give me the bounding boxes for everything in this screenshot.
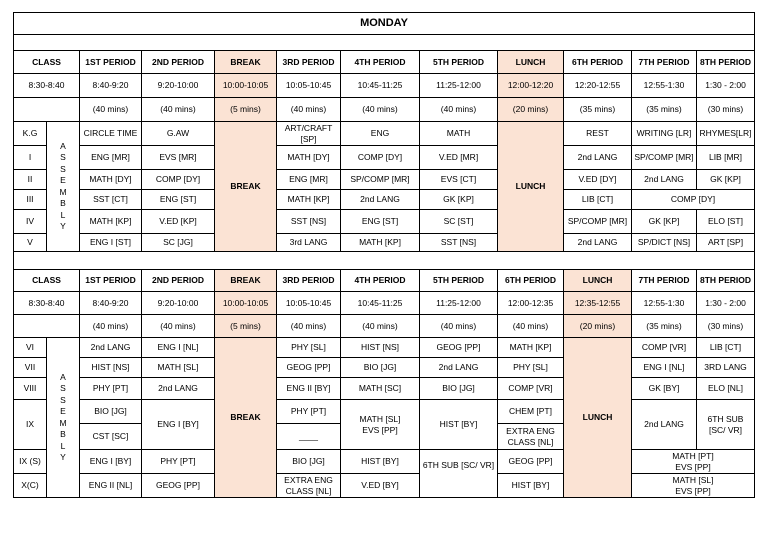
header-period-4: 4TH PERIOD <box>341 270 420 292</box>
class-cell: X(C) <box>14 474 47 498</box>
period-cell: ENG II [NL] <box>80 474 142 498</box>
period-cell: G.AW <box>142 122 215 146</box>
junior-header-row <box>14 51 755 74</box>
senior-durations-row <box>14 315 755 338</box>
break-cell: BREAK <box>215 122 277 252</box>
header-period-6: 6TH PERIOD <box>498 270 564 292</box>
time-cell: 10:45-11:25 <box>341 74 420 98</box>
time-cell: 8:40-9:20 <box>80 74 142 98</box>
assembly-letter: S <box>60 383 66 393</box>
break-cell: BREAK <box>215 338 277 498</box>
class-cell: III <box>14 190 47 210</box>
assembly-cell <box>47 122 80 252</box>
period-cell: 3RD LANG <box>697 358 755 378</box>
time-cell: 12:20-12:55 <box>564 74 632 98</box>
period-cell: RHYMES[LR] <box>697 122 755 146</box>
assembly-letter: A <box>60 371 66 382</box>
header-period-1: 1ST PERIOD <box>80 51 142 74</box>
duration-cell: (40 mins) <box>277 98 341 122</box>
period-cell: PHY [PT] <box>142 450 215 474</box>
period-cell: 2nd LANG <box>632 170 697 190</box>
senior-times-row <box>14 292 755 315</box>
period-cell: 3rd LANG <box>277 234 341 252</box>
period-cell: 2nd LANG <box>632 400 697 450</box>
table-row <box>14 122 755 146</box>
class-cell: K.G <box>14 122 47 146</box>
period-cell: MATH <box>420 122 498 146</box>
period-cell: CIRCLE TIME <box>80 122 142 146</box>
period-cell: ART [SP] <box>697 234 755 252</box>
period-cell: REST <box>564 122 632 146</box>
period-cell: PHY [SL] <box>277 338 341 358</box>
period-cell: MATH [KP] <box>80 210 142 234</box>
time-cell: 10:00-10:05 <box>215 74 277 98</box>
time-cell: 10:05-10:45 <box>277 74 341 98</box>
header-period-7: 7TH PERIOD <box>632 51 697 74</box>
duration-cell <box>14 315 80 338</box>
period-cell: SST [NS] <box>420 234 498 252</box>
period-line: MATH [PT] <box>672 450 714 461</box>
period-cell: MATH [KP] <box>341 234 420 252</box>
time-cell: 12:00-12:35 <box>498 292 564 315</box>
assembly-letter: L <box>60 440 66 451</box>
time-cell: 1:30 - 2:00 <box>697 292 755 315</box>
header-lunch: LUNCH <box>564 270 632 292</box>
class-cell: VII <box>14 358 47 378</box>
period-cell: 2nd LANG <box>80 338 142 358</box>
class-cell: IX (S) <box>14 450 47 474</box>
period-cell: ENG [ST] <box>142 190 215 210</box>
timetable-sheet <box>13 12 754 498</box>
period-cell: V.ED [BY] <box>341 474 420 498</box>
table-row <box>14 400 755 424</box>
period-cell: ART/CRAFT [SP] <box>277 122 341 146</box>
period-cell: PHY [SL] <box>498 358 564 378</box>
period-cell: COMP [DY] <box>632 190 755 210</box>
period-cell: ENG [MR] <box>80 146 142 170</box>
time-cell: 11:25-12:00 <box>420 74 498 98</box>
period-cell: COMP [VR] <box>632 338 697 358</box>
time-cell: 10:45-11:25 <box>341 292 420 315</box>
duration-cell: (40 mins) <box>80 98 142 122</box>
assembly-letter: M <box>59 417 67 428</box>
period-cell: V.ED [MR] <box>420 146 498 170</box>
period-cell: MATH [KP] <box>277 190 341 210</box>
period-cell: ELO [NL] <box>697 378 755 400</box>
period-cell <box>341 400 420 450</box>
header-period-8: 8TH PERIOD <box>697 270 755 292</box>
page-title: MONDAY <box>14 13 755 35</box>
duration-cell: (35 mins) <box>632 98 697 122</box>
period-cell: COMP [VR] <box>498 378 564 400</box>
period-cell: HIST [BY] <box>341 450 420 474</box>
time-cell: 12:55-1:30 <box>632 74 697 98</box>
header-period-2: 2ND PERIOD <box>142 51 215 74</box>
header-period-3: 3RD PERIOD <box>277 51 341 74</box>
assembly-cell <box>47 338 80 498</box>
duration-cell <box>14 98 80 122</box>
period-cell: GEOG [PP] <box>277 358 341 378</box>
period-cell: CST [SC] <box>80 424 142 450</box>
period-cell: SC [JG] <box>142 234 215 252</box>
assembly-letter: S <box>60 163 66 174</box>
period-cell: MATH [DY] <box>80 170 142 190</box>
time-cell: 9:20-10:00 <box>142 292 215 315</box>
duration-cell: (40 mins) <box>498 315 564 338</box>
duration-cell: (40 mins) <box>341 315 420 338</box>
duration-cell: (30 mins) <box>697 98 755 122</box>
assembly-letter: Y <box>60 452 66 462</box>
assembly-letter: E <box>60 406 66 416</box>
time-cell: 10:05-10:45 <box>277 292 341 315</box>
table-row <box>14 170 755 190</box>
period-cell: HIST [BY] <box>498 474 564 498</box>
time-cell: 8:40-9:20 <box>80 292 142 315</box>
assembly-letter: E <box>60 175 66 185</box>
table-row <box>14 234 755 252</box>
duration-cell: (40 mins) <box>142 315 215 338</box>
time-cell: 12:00-12:20 <box>498 74 564 98</box>
period-cell: GK [KP] <box>697 170 755 190</box>
duration-cell: (5 mins) <box>215 98 277 122</box>
period-cell: EXTRA ENG CLASS [NL] <box>498 424 564 450</box>
period-cell: SP/DICT [NS] <box>632 234 697 252</box>
class-cell: II <box>14 170 47 190</box>
period-cell <box>632 450 755 474</box>
header-class: CLASS <box>14 270 80 292</box>
duration-cell: (5 mins) <box>215 315 277 338</box>
period-cell: ENG I [ST] <box>80 234 142 252</box>
period-cell: HIST [NS] <box>80 358 142 378</box>
table-row <box>14 210 755 234</box>
period-cell: COMP [DY] <box>341 146 420 170</box>
assembly-letter: Y <box>60 221 66 231</box>
assembly-letter: S <box>60 394 66 405</box>
period-cell: ENG I [BY] <box>142 400 215 450</box>
class-cell: VIII <box>14 378 47 400</box>
period-cell: LIB [MR] <box>697 146 755 170</box>
period-cell: SP/COMP [MR] <box>632 146 697 170</box>
period-cell: BIO [JG] <box>277 450 341 474</box>
assembly-letter: M <box>59 186 67 197</box>
time-cell: 11:25-12:00 <box>420 292 498 315</box>
table-row <box>14 146 755 170</box>
period-cell: GEOG [PP] <box>498 450 564 474</box>
junior-durations-row <box>14 98 755 122</box>
period-cell: BIO [JG] <box>80 400 142 424</box>
class-cell: VI <box>14 338 47 358</box>
lunch-cell: LUNCH <box>564 338 632 498</box>
period-cell: SC [ST] <box>420 210 498 234</box>
spacer-row <box>14 35 755 51</box>
period-cell: V.ED [DY] <box>564 170 632 190</box>
duration-cell: (40 mins) <box>341 98 420 122</box>
duration-cell: (20 mins) <box>498 98 564 122</box>
duration-cell: (40 mins) <box>420 315 498 338</box>
period-cell: PHY [PT] <box>277 400 341 424</box>
assembly-letter: S <box>60 152 66 162</box>
timetable <box>13 12 755 498</box>
junior-times-row <box>14 74 755 98</box>
period-cell: SP/COMP [MR] <box>564 210 632 234</box>
duration-cell: (40 mins) <box>420 98 498 122</box>
duration-cell: (40 mins) <box>80 315 142 338</box>
time-cell: 8:30-8:40 <box>14 292 80 315</box>
period-cell: GK [KP] <box>632 210 697 234</box>
table-row <box>14 190 755 210</box>
period-cell: MATH [SL] <box>142 358 215 378</box>
period-cell: WRITING [LR] <box>632 122 697 146</box>
header-break: BREAK <box>215 270 277 292</box>
period-cell: ENG II [BY] <box>277 378 341 400</box>
time-cell: 12:35-12:55 <box>564 292 632 315</box>
assembly-letter: B <box>60 198 66 208</box>
header-period-3: 3RD PERIOD <box>277 270 341 292</box>
table-row <box>14 338 755 358</box>
period-cell: EXTRA ENG CLASS [NL] <box>277 474 341 498</box>
period-cell: SST [CT] <box>80 190 142 210</box>
time-cell: 9:20-10:00 <box>142 74 215 98</box>
period-cell: HIST [BY] <box>420 400 498 450</box>
assembly-letter: B <box>60 429 66 439</box>
period-line: MATH [SL] <box>672 474 714 485</box>
duration-cell: (30 mins) <box>697 315 755 338</box>
period-cell: ENG I [BY] <box>80 450 142 474</box>
class-cell: I <box>14 146 47 170</box>
period-cell: 2nd LANG <box>420 358 498 378</box>
period-line: EVS [PP] <box>362 424 398 435</box>
period-line: MATH [SL] <box>359 413 401 424</box>
period-cell: CHEM [PT] <box>498 400 564 424</box>
period-cell: 6TH SUB [SC/ VR] <box>697 400 755 450</box>
duration-cell: (40 mins) <box>142 98 215 122</box>
period-cell: ENG [ST] <box>341 210 420 234</box>
header-period-6: 6TH PERIOD <box>564 51 632 74</box>
period-cell: LIB [CT] <box>697 338 755 358</box>
period-cell: GK [BY] <box>632 378 697 400</box>
header-period-8: 8TH PERIOD <box>697 51 755 74</box>
period-cell: BIO [JG] <box>341 358 420 378</box>
period-cell <box>632 474 755 498</box>
lunch-cell: LUNCH <box>498 122 564 252</box>
table-row <box>14 474 755 498</box>
assembly-letter: A <box>60 140 66 151</box>
period-cell: LIB [CT] <box>564 190 632 210</box>
period-cell: GEOG [PP] <box>420 338 498 358</box>
header-period-5: 5TH PERIOD <box>420 270 498 292</box>
period-cell: 2nd LANG <box>564 146 632 170</box>
period-cell: ENG I [NL] <box>142 338 215 358</box>
duration-cell: (35 mins) <box>632 315 697 338</box>
table-row <box>14 450 755 474</box>
table-row <box>14 358 755 378</box>
period-cell: EVS [CT] <box>420 170 498 190</box>
header-period-2: 2ND PERIOD <box>142 270 215 292</box>
header-break: BREAK <box>215 51 277 74</box>
class-cell: IV <box>14 210 47 234</box>
header-period-4: 4TH PERIOD <box>341 51 420 74</box>
header-period-5: 5TH PERIOD <box>420 51 498 74</box>
period-cell: HIST [NS] <box>341 338 420 358</box>
time-cell: 12:55-1:30 <box>632 292 697 315</box>
period-cell: SST [NS] <box>277 210 341 234</box>
period-cell: 2nd LANG <box>341 190 420 210</box>
duration-cell: (20 mins) <box>564 315 632 338</box>
period-line: EVS [PP] <box>675 485 711 496</box>
period-cell: ENG I [NL] <box>632 358 697 378</box>
period-cell: MATH [KP] <box>498 338 564 358</box>
period-cell: GEOG [PP] <box>142 474 215 498</box>
period-cell: BIO [JG] <box>420 378 498 400</box>
class-cell: IX <box>14 400 47 450</box>
period-cell: COMP [DY] <box>142 170 215 190</box>
duration-cell: (35 mins) <box>564 98 632 122</box>
period-cell: 2nd LANG <box>564 234 632 252</box>
period-cell: 2nd LANG <box>142 378 215 400</box>
period-cell: SP/COMP [MR] <box>341 170 420 190</box>
period-cell: ____ <box>277 424 341 450</box>
period-cell: EVS [MR] <box>142 146 215 170</box>
period-cell: 6TH SUB [SC/ VR] <box>420 450 498 498</box>
header-period-7: 7TH PERIOD <box>632 270 697 292</box>
period-line: EVS [PP] <box>675 461 711 472</box>
header-period-1: 1ST PERIOD <box>80 270 142 292</box>
period-cell: V.ED [KP] <box>142 210 215 234</box>
period-cell: MATH [SC] <box>341 378 420 400</box>
spacer-row <box>14 252 755 270</box>
header-class: CLASS <box>14 51 80 74</box>
time-cell: 8:30-8:40 <box>14 74 80 98</box>
period-cell: ENG [MR] <box>277 170 341 190</box>
time-cell: 1:30 - 2:00 <box>697 74 755 98</box>
header-lunch: LUNCH <box>498 51 564 74</box>
period-cell: ELO [ST] <box>697 210 755 234</box>
class-cell: V <box>14 234 47 252</box>
senior-header-row <box>14 270 755 292</box>
period-cell: GK [KP] <box>420 190 498 210</box>
time-cell: 10:00-10:05 <box>215 292 277 315</box>
assembly-letter: L <box>60 209 66 220</box>
table-row <box>14 378 755 400</box>
period-cell: MATH [DY] <box>277 146 341 170</box>
period-cell: PHY [PT] <box>80 378 142 400</box>
period-cell: ENG <box>341 122 420 146</box>
duration-cell: (40 mins) <box>277 315 341 338</box>
